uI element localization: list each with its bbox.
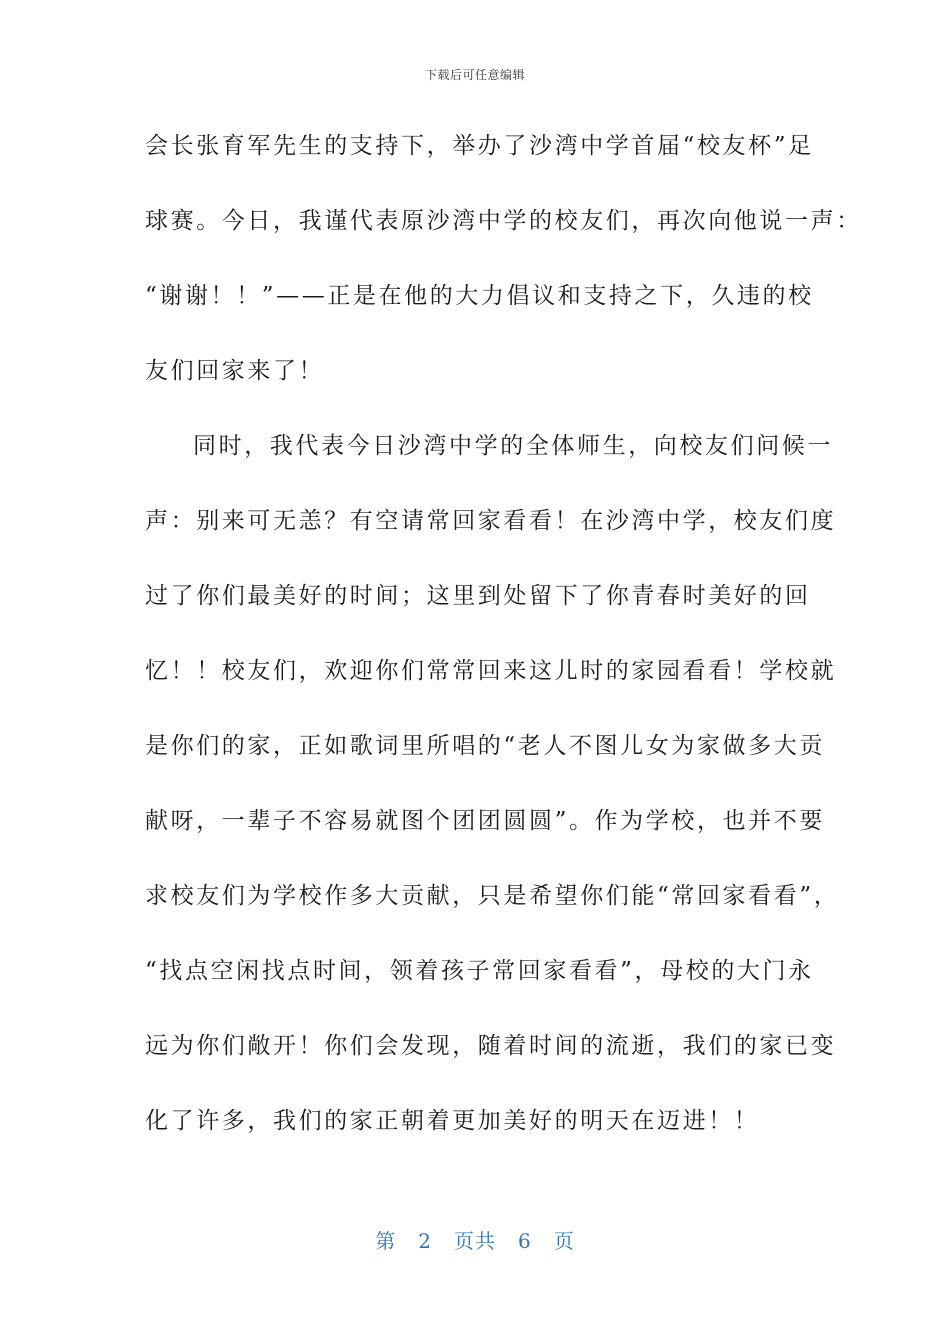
paragraph-start-line: 同时，我代表今日沙湾中学的全体师生，向校友们问候一 bbox=[193, 433, 833, 459]
total-pages-number: 6 bbox=[518, 1229, 532, 1253]
text-line: “谢谢！！”——正是在他的大力倡议和支持之下，久违的校 bbox=[145, 283, 814, 309]
page-header: 下载后可任意编辑 bbox=[424, 68, 525, 82]
footer-middle: 页共 bbox=[454, 1229, 496, 1253]
document-body bbox=[145, 122, 862, 1172]
footer-prefix: 第 bbox=[375, 1229, 397, 1253]
text-line: 远为你们敞开！你们会发现，随着时间的流逝，我们的家已变 bbox=[145, 1033, 837, 1059]
text-line: 会长张育军先生的支持下，举办了沙湾中学首届“校友杯”足 bbox=[145, 133, 814, 159]
text-line: 球赛。今日，我谨代表原沙湾中学的校友们，再次向他说一声： bbox=[145, 208, 862, 234]
current-page-number: 2 bbox=[418, 1229, 432, 1253]
text-line: 过了你们最美好的时间；这里到处留下了你青春时美好的回 bbox=[145, 583, 811, 609]
page-number-footer bbox=[0, 1225, 950, 1254]
text-line: 化了许多，我们的家正朝着更加美好的明天在迈进！！ bbox=[145, 1108, 760, 1134]
text-line: 忆！！校友们，欢迎你们常常回来这儿时的家园看看！学校就 bbox=[145, 658, 837, 684]
text-line: 是你们的家，正如歌词里所唱的“老人不图儿女为家做多大贡 bbox=[145, 733, 825, 759]
text-line: 献呀，一辈子不容易就图个团团圆圆”。作为学校，也并不要 bbox=[145, 808, 825, 834]
text-line: 求校友们为学校作多大贡献，只是希望你们能“常回家看看”， bbox=[145, 883, 840, 909]
text-line: 声：别来可无恙？有空请常回家看看！在沙湾中学，校友们度 bbox=[145, 508, 837, 534]
footer-suffix: 页 bbox=[553, 1229, 575, 1253]
text-line: “找点空闲找点时间，领着孩子常回家看看”，母校的大门永 bbox=[145, 958, 814, 984]
text-line: 友们回家来了！ bbox=[145, 358, 325, 384]
